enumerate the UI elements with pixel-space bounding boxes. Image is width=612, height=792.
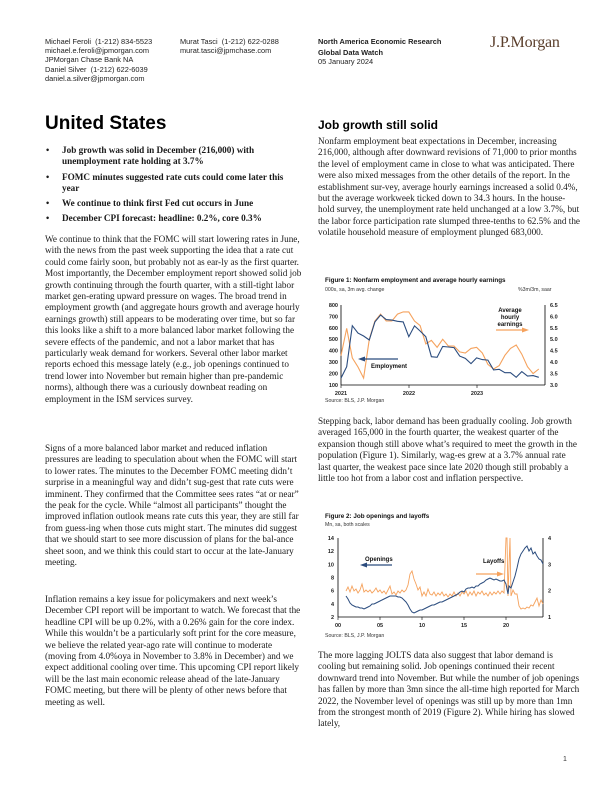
- svg-text:6.0: 6.0: [550, 314, 558, 321]
- svg-text:8: 8: [330, 575, 334, 582]
- key-points-list: [45, 145, 300, 229]
- svg-text:5.5: 5.5: [550, 325, 558, 332]
- left-arrow-icon: [358, 357, 365, 362]
- author-email[interactable]: daniel.a.silver@jpmorgan.com: [45, 74, 145, 83]
- figure-1-chart: [318, 296, 578, 400]
- publication-info: [318, 37, 441, 66]
- svg-text:2: 2: [548, 588, 552, 595]
- publication-name: Global Data Watch: [318, 48, 384, 57]
- svg-text:2021: 2021: [334, 391, 348, 397]
- author-name: Murat Tasci: [180, 37, 218, 46]
- svg-text:100: 100: [328, 383, 338, 389]
- key-point: • We continue to think first Fed cut occurs in June: [45, 198, 300, 209]
- figure-2-left-axis: [328, 536, 335, 621]
- figure-1-left-unit: 000s, sa, 3m avg. change: [325, 287, 385, 293]
- page-number: 1: [563, 756, 567, 763]
- figure-1-source: Source: BLS, J.P. Morgan: [325, 398, 385, 404]
- left-arrow-icon: [360, 563, 367, 568]
- body-paragraph: The more lagging JOLTS data also suggest that labor demand is cooling but remaining solid. Job openings continued their recent downward trend into November. But while the number of job openings has fallen by more than 3mn since the all-time high reported for March 2022, the November level of openings was still up by more than 1mn from the strongest month of 2019 (Figure 2). While hiring has slowed lately,: [318, 650, 580, 729]
- subsection-title: Job growth still solid: [318, 118, 438, 132]
- research-unit: North America Economic Research: [318, 37, 442, 46]
- figure-1-x-axis: [335, 391, 483, 397]
- author-block-feroli: [45, 37, 152, 64]
- svg-text:3: 3: [548, 562, 552, 569]
- jpmorgan-logo: J.P.Morgan: [490, 34, 560, 51]
- svg-text:2: 2: [330, 615, 334, 621]
- svg-text:4: 4: [330, 601, 334, 608]
- svg-text:400: 400: [328, 348, 338, 355]
- svg-text:2023: 2023: [470, 391, 484, 397]
- figure-2-source: Source: BLS, J.P. Morgan: [325, 633, 385, 639]
- svg-text:4.0: 4.0: [550, 360, 558, 366]
- author-phone: (1-212) 622-0288: [221, 37, 279, 46]
- svg-text:10: 10: [327, 562, 334, 569]
- employment-label: Employment: [371, 364, 408, 370]
- key-point: • FOMC minutes suggested rate cuts could come later this year: [45, 172, 300, 195]
- figure-2-chart: [318, 534, 578, 634]
- svg-text:05: 05: [376, 623, 384, 629]
- figure-2-x-axis: [335, 623, 509, 629]
- body-paragraph: Inflation remains a key issue for policymakers and next week’s December CPI report will be important to watch. We forecast that the headline CPI will be up 0.2%, with a 0.26% gain for the core index. While this wouldn’t be a particularly soft print for the core measure, we believe the related year-ago rate will continue to moderate (moving from 4.0%oya in November to 3.8% in December) and we expect additional cooling over time. This upcoming CPI report likely will be the last main economic release ahead of the late-January FOMC meeting, but there will be plenty of other news before that meeting as well.: [45, 594, 301, 707]
- body-paragraph: Stepping back, labor demand has been gradually cooling. Job growth averaged 165,000 in the fourth quarter, the weakest quarter of the expansion though still above what’s required to meet the growth in the population (Figure 1). Similarly, wag-es grew at a 3.7% annual rate last quarter, the weakest pace since late 2020 though still probably a little too hot from a labor cost and inflation perspective.: [318, 416, 577, 484]
- svg-text:6: 6: [330, 588, 334, 595]
- author-name: Daniel Silver: [45, 65, 87, 74]
- svg-text:4.5: 4.5: [550, 348, 558, 355]
- svg-text:12: 12: [327, 549, 334, 556]
- figure-1-right-unit: %3m/3m, saar: [518, 287, 552, 293]
- author-block-tasci: [180, 37, 279, 55]
- layoffs-line: [346, 538, 543, 609]
- svg-text:800: 800: [328, 303, 338, 309]
- right-arrow-icon: [497, 572, 504, 577]
- svg-text:4: 4: [548, 536, 552, 542]
- figure-2-right-axis: [548, 536, 552, 621]
- body-paragraph: Signs of a more balanced labor market and reduced inflation pressures are leading to speculation about when the FOMC will start to lower rates. The minutes to the December FOMC meeting didn’t surprise in a meaningful way and didn’t sug-gest that rate cuts were imminent. They confirmed that the Committee sees rates “at or near” the peak for the cycle. While “almost all participants” thought the improved inflation outlook means rate cuts this year, they are still far from guess-ing when those cuts might start. The minutes did suggest that we should start to see more discussion of plans for the bal-ance sheet soon, and we think this could start to occur at the late-January meeting.: [45, 443, 299, 568]
- key-point: • December CPI forecast: headline: 0.2%, core 0.3%: [45, 213, 300, 224]
- svg-text:600: 600: [328, 325, 338, 332]
- right-arrow-icon: [522, 328, 529, 333]
- svg-text:3.5: 3.5: [550, 371, 558, 378]
- author-phone: (1-212) 622-6039: [90, 65, 148, 74]
- ahe-label-line1: Average: [498, 308, 522, 314]
- svg-text:00: 00: [334, 623, 342, 629]
- svg-text:2022: 2022: [402, 391, 416, 397]
- figure-2-unit: Mn, sa, both scales: [325, 522, 370, 528]
- svg-text:300: 300: [328, 360, 338, 366]
- key-point: • Job growth was solid in December (216,000) with unemployment rate holding at 3.7%: [45, 145, 300, 168]
- author-org: JPMorgan Chase Bank NA: [45, 55, 134, 64]
- section-title: United States: [45, 113, 167, 134]
- svg-text:15: 15: [460, 623, 468, 629]
- figure-1-right-axis: [550, 303, 558, 389]
- author-email[interactable]: murat.tasci@jpmchase.com: [180, 46, 272, 55]
- svg-text:500: 500: [328, 337, 338, 344]
- author-block-silver: [45, 65, 148, 83]
- svg-text:20: 20: [502, 623, 510, 629]
- svg-text:6.5: 6.5: [550, 303, 558, 309]
- body-paragraph: We continue to think that the FOMC will start lowering rates in June, with the news from the past week supporting the idea that a rate cut could come fairly soon, but probably not as ear-ly as the first quarter. Most importantly, the December employment report showed solid job growth continuing through the fourth quarter, with a still-tight labor market gen-erating upward pressure on wages. The broad trend in employment growth (and aggregate hours growth and average hourly earnings growth) still appears to be moderating over time, but so far this looks like a shift to a more balanced labor market following the severe effects of the pandemic, and not a labor market that has particularly weak demand for workers. Several other labor market reports echoed this message lately (e.g., job openings continued to trend lower into November but remain higher than pre-pandemic norms), although there was a curiously downbeat reading on employment in the ISM services survey.: [45, 234, 302, 404]
- figure-2-title: Figure 2: Job openings and layoffs: [325, 513, 430, 520]
- svg-text:14: 14: [327, 536, 334, 542]
- author-name: Michael Feroli: [45, 37, 92, 46]
- body-paragraph: Nonfarm employment beat expectations in December, increasing 216,000, although after downward revisions of 71,000 to prior months the level of employment came in close to what was anticipated. There were also mixed messages from the other details of the report. In the establishment sur-vey, average hourly earnings increased a solid 0.4%, but the average workweek ticked down to 34.3 hours. In the house-hold survey, the unemployment rate held unchanged at a low 3.7%, but the labor force participation rate slumped three-tenths to 62.5% and the volatile household measure of employment plunged 683,000.: [318, 136, 581, 238]
- svg-text:10: 10: [418, 623, 426, 629]
- svg-text:5.0: 5.0: [550, 337, 558, 344]
- layoffs-label: Layoffs: [483, 559, 505, 565]
- svg-text:3.0: 3.0: [550, 383, 558, 389]
- svg-text:1: 1: [548, 615, 552, 621]
- publication-date: 05 January 2024: [318, 57, 374, 66]
- ahe-label-line2: hourly: [500, 315, 520, 321]
- figure-1-left-axis: [329, 303, 338, 389]
- figure-1-title: Figure 1: Nonfarm employment and average hourly earnings: [325, 277, 506, 284]
- svg-text:700: 700: [328, 314, 338, 321]
- ahe-label-line3: earnings: [497, 322, 523, 328]
- svg-text:200: 200: [328, 371, 338, 378]
- openings-label: Openings: [365, 557, 393, 563]
- author-email[interactable]: michael.e.feroli@jpmorgan.com: [45, 46, 150, 55]
- author-phone: (1-212) 834-5523: [95, 37, 153, 46]
